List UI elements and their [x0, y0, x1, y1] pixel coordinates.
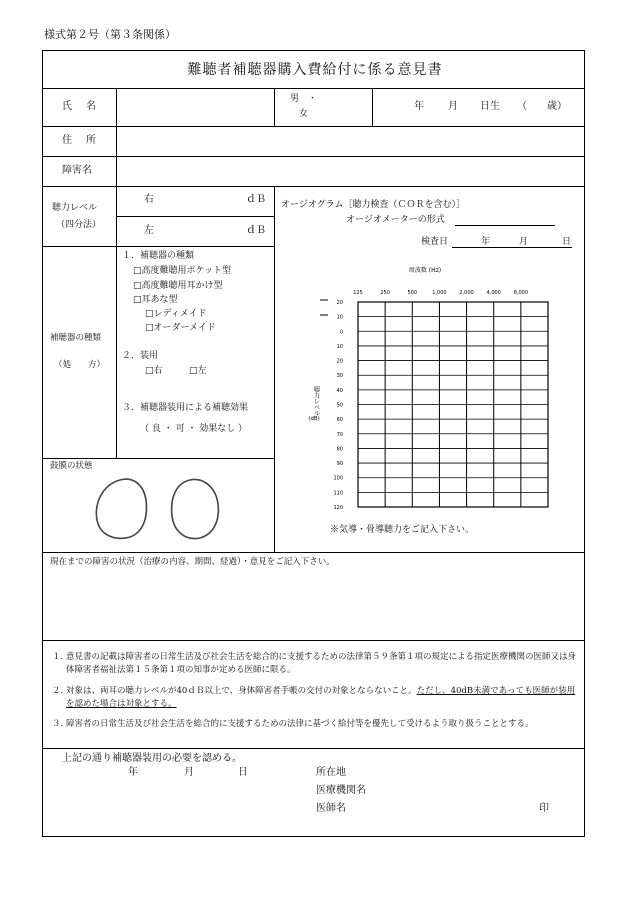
- hearing-level-label: 聴力レベル: [52, 203, 98, 213]
- audiometer-label: オージオメーターの形式: [346, 215, 445, 225]
- rule: [42, 458, 274, 459]
- exam-date-field[interactable]: [452, 247, 572, 248]
- exam-day-label: 日: [562, 237, 572, 247]
- audiogram-title: オージオグラム［聴力検査（ＣＯＲを含む）］: [281, 200, 466, 210]
- section1-title: １．補聴器の種類: [122, 251, 195, 261]
- freq-tick-label: 125: [353, 290, 363, 296]
- y-axis-label: 聴力レベル: [312, 386, 320, 416]
- note-1-text: 意見書の記載は障害者の日常生活及び社会生活を総合的に支援するための法律第５９条第１項の規定による指定医療機関の医師又は身体障害者福祉法第１５条第１項の知事が定める医師に限る。: [66, 652, 577, 675]
- doctor-label: 医師名: [316, 803, 346, 814]
- note-1: [52, 651, 580, 676]
- age-close: 歳）: [547, 101, 567, 112]
- rule: [42, 640, 585, 641]
- db-tick-label: 0: [339, 329, 343, 336]
- form-title: 難聴者補聴器購入費給付に係る意見書: [187, 62, 443, 78]
- eardrum-label: 鼓膜の状態: [50, 461, 93, 471]
- audiogram-chart[interactable]: [276, 258, 576, 518]
- rule: [274, 186, 275, 552]
- type-pocket-checkbox[interactable]: □高度難聴用ポケット型: [133, 266, 232, 276]
- rule: [42, 552, 585, 553]
- db-tick-label: 10: [336, 343, 343, 350]
- db-tick-label: 10: [336, 314, 343, 321]
- sex-male-option[interactable]: 男 ・: [290, 94, 318, 104]
- exam-year-label: 年: [481, 237, 491, 247]
- db-tick-label: 30: [336, 373, 343, 380]
- section2-title: ２．装用: [122, 351, 159, 361]
- sex-female-option[interactable]: 女: [299, 109, 309, 119]
- form-number: 様式第２号（第３条関係）: [44, 28, 176, 41]
- note-2-text: 対象は、両耳の聴力レベルが40ｄＢ以上で、身体障害者手帳の交付の対象とならないこと。: [66, 686, 417, 696]
- db-tick-label: 20: [336, 300, 343, 306]
- disability-label: 障害名: [62, 165, 92, 176]
- disability-field[interactable]: [117, 157, 584, 185]
- sign-month-label: 月: [184, 767, 194, 778]
- right-eardrum-outline: [96, 479, 146, 538]
- name-label: 氏 名: [62, 101, 98, 112]
- freq-axis-label: 周波数 (Hz): [408, 267, 442, 274]
- type-order-made-checkbox[interactable]: □オーダーメイド: [145, 323, 216, 333]
- rule: [42, 186, 585, 187]
- db-tick-label: 80: [336, 446, 343, 453]
- right-ear-label: 右: [144, 194, 154, 205]
- institution-label: 医療機関名: [316, 785, 366, 796]
- sign-day-label: 日: [238, 767, 248, 778]
- db-tick-label: 120: [333, 505, 343, 511]
- section3-title: ３．補聴器装用による補聴効果: [122, 403, 249, 413]
- type-ready-made-checkbox[interactable]: □レディメイド: [145, 309, 207, 319]
- note-3: [52, 718, 580, 731]
- type-in-ear-checkbox[interactable]: □耳あな型: [133, 295, 178, 305]
- freq-tick-label: 4,000: [486, 290, 501, 296]
- note-2-underlined-text: ただし、40dB未満であっても医師が装用を認めた場合は対象とする。: [66, 686, 576, 709]
- freq-tick-label: 2,000: [459, 290, 474, 296]
- db-tick-label: 50: [336, 402, 343, 409]
- rule: [116, 216, 274, 217]
- approval-statement: 上記の通り補聴器装用の必要を認める。: [62, 753, 242, 764]
- hearing-aid-type-label: 補聴器の種類: [50, 333, 102, 343]
- age-open: （: [517, 101, 527, 112]
- db-tick-label: 110: [333, 490, 343, 497]
- y-axis-unit: (dB): [308, 416, 320, 422]
- seal-mark: 印: [539, 803, 549, 814]
- birth-month-label: 月: [448, 101, 458, 112]
- freq-tick-label: 8,000: [513, 290, 529, 296]
- doctor-field[interactable]: [356, 800, 526, 816]
- left-ear-unit: ｄＢ: [246, 225, 266, 236]
- db-tick-label: 100: [333, 475, 343, 482]
- freq-tick-label: 1,000: [432, 290, 447, 296]
- audiometer-field[interactable]: [455, 225, 555, 226]
- left-ear-db-field[interactable]: [160, 221, 240, 243]
- db-tick-label: 70: [336, 431, 343, 438]
- db-tick-label: 90: [336, 461, 343, 468]
- audiogram-note: ※気導・骨導聴力をご記入下さい。: [330, 525, 475, 535]
- birth-day-label: 日生: [480, 101, 500, 112]
- db-tick-label: 60: [336, 417, 343, 424]
- rule: [274, 88, 275, 126]
- effect-options[interactable]: （ 良 ・ 可 ・ 効果なし ）: [140, 424, 248, 434]
- address-field[interactable]: [117, 127, 584, 155]
- history-field[interactable]: [44, 572, 583, 638]
- freq-tick-label: 250: [380, 290, 390, 296]
- note-2-number: ２．: [52, 686, 70, 696]
- rule: [42, 748, 585, 749]
- rule: [116, 186, 117, 458]
- exam-date-label: 検査日: [421, 237, 449, 247]
- note-1-number: １．: [52, 652, 70, 662]
- rule: [42, 246, 274, 247]
- note-2: [52, 685, 580, 710]
- exam-month-label: 月: [519, 237, 529, 247]
- side-right-checkbox[interactable]: □右: [145, 366, 163, 376]
- birth-year-label: 年: [414, 101, 424, 112]
- right-ear-unit: ｄＢ: [246, 194, 266, 205]
- hearing-level-method: （四分法）: [56, 220, 102, 230]
- db-tick-label: 40: [336, 387, 343, 394]
- note-3-number: ３．: [52, 719, 70, 729]
- address-label: 住 所: [62, 135, 98, 146]
- eardrum-diagram: [90, 474, 230, 544]
- location-label: 所在地: [316, 767, 346, 778]
- type-ear-hook-checkbox[interactable]: □高度難聴用耳かけ型: [133, 281, 223, 291]
- location-field[interactable]: [360, 764, 570, 780]
- history-label: 現在までの障害の状況（治療の内容、期間、経過）・意見をご記入下さい。: [50, 557, 335, 567]
- right-ear-db-field[interactable]: [160, 190, 240, 212]
- hearing-aid-prescription-label: （処 方）: [54, 360, 106, 370]
- left-eardrum-outline: [172, 480, 219, 539]
- db-tick-label: 20: [336, 358, 343, 365]
- left-ear-label: 左: [144, 225, 154, 236]
- side-left-checkbox[interactable]: □左: [189, 366, 207, 376]
- sign-year-label: 年: [128, 767, 138, 778]
- rule: [372, 88, 373, 126]
- name-field[interactable]: [117, 89, 273, 125]
- institution-field[interactable]: [372, 782, 572, 798]
- freq-tick-label: 500: [407, 290, 418, 296]
- note-3-text: 障害者の日常生活及び社会生活を総合的に支援するための法律に基づく給付等を優先して受けるよう取り扱うこととする。: [66, 719, 534, 729]
